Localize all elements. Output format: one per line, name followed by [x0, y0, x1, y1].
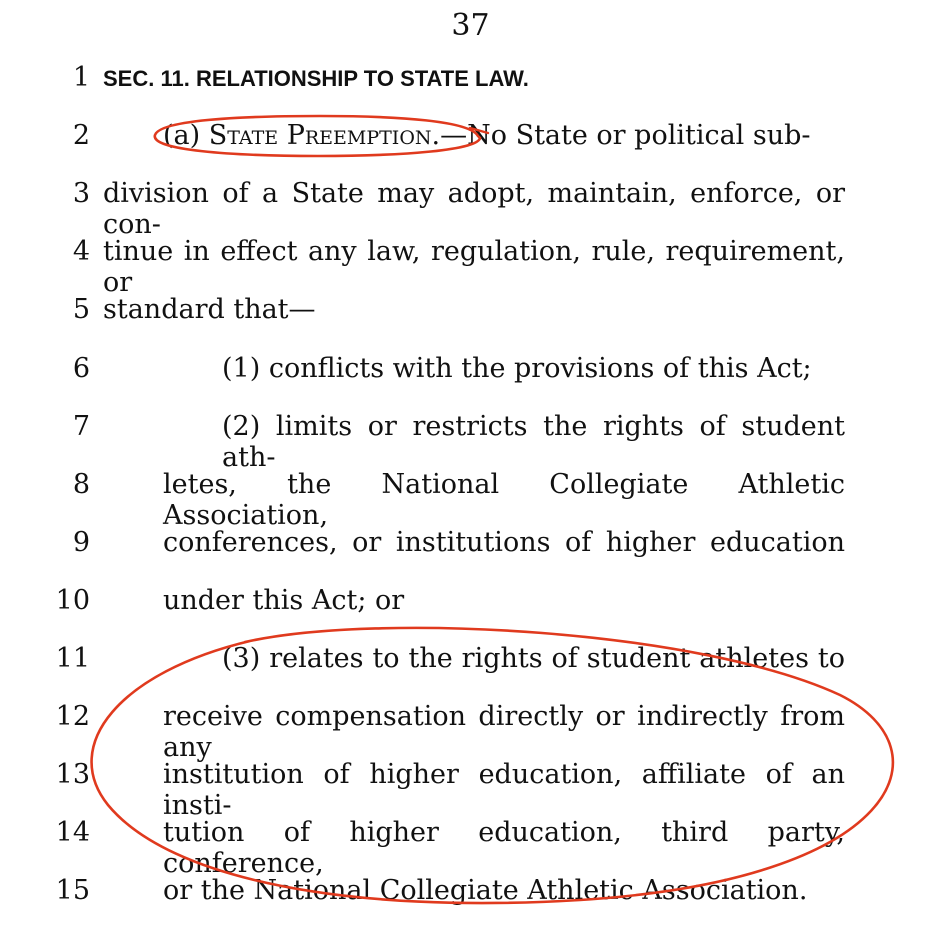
paragraph-1: (1) conflicts with the provisions of this Act; — [222, 353, 812, 384]
subsection-dash: — — [440, 120, 468, 151]
subsection-line — [163, 120, 811, 151]
text-line: division of a State may adopt, maintain, enforce, or con- — [103, 178, 845, 240]
subsection-label: (a) — [163, 120, 209, 151]
line-number: 9 — [72, 527, 90, 558]
line-number: 4 — [72, 236, 90, 267]
text-line: conferences, or institutions of higher education — [163, 527, 845, 558]
text-line: tution of higher education, third party, conference, — [163, 817, 845, 879]
line-number: 5 — [72, 294, 90, 325]
text-line: standard that— — [103, 294, 316, 325]
line-number: 10 — [55, 585, 90, 616]
line-number: 3 — [72, 178, 90, 209]
line-number: 13 — [55, 759, 90, 790]
text-line: No State or political sub- — [467, 120, 811, 151]
line-number: 1 — [72, 62, 90, 93]
page-number: 37 — [451, 8, 490, 43]
line-number: 12 — [55, 701, 90, 732]
subsection-title: State Preemption. — [208, 120, 441, 151]
text-line: letes, the National Collegiate Athletic Association, — [163, 469, 845, 531]
line-number: 11 — [55, 643, 90, 674]
line-number: 8 — [72, 469, 90, 500]
text-line: receive compensation directly or indirectly from any — [163, 701, 845, 763]
text-line: tinue in effect any law, regulation, rule, requirement, or — [103, 236, 845, 298]
line-number: 7 — [72, 411, 90, 442]
paragraph-3: (3) relates to the rights of student athletes to — [222, 643, 845, 674]
line-number: 6 — [72, 353, 90, 384]
paragraph-2: (2) limits or restricts the rights of student ath- — [222, 411, 845, 473]
line-number: 15 — [55, 875, 90, 906]
line-number: 14 — [55, 817, 90, 848]
text-line: institution of higher education, affiliate of an insti- — [163, 759, 845, 821]
section-heading: SEC. 11. RELATIONSHIP TO STATE LAW. — [103, 66, 529, 91]
line-number: 2 — [72, 120, 90, 151]
text-line: under this Act; or — [163, 585, 405, 616]
text-line: or the National Collegiate Athletic Association. — [163, 875, 808, 906]
